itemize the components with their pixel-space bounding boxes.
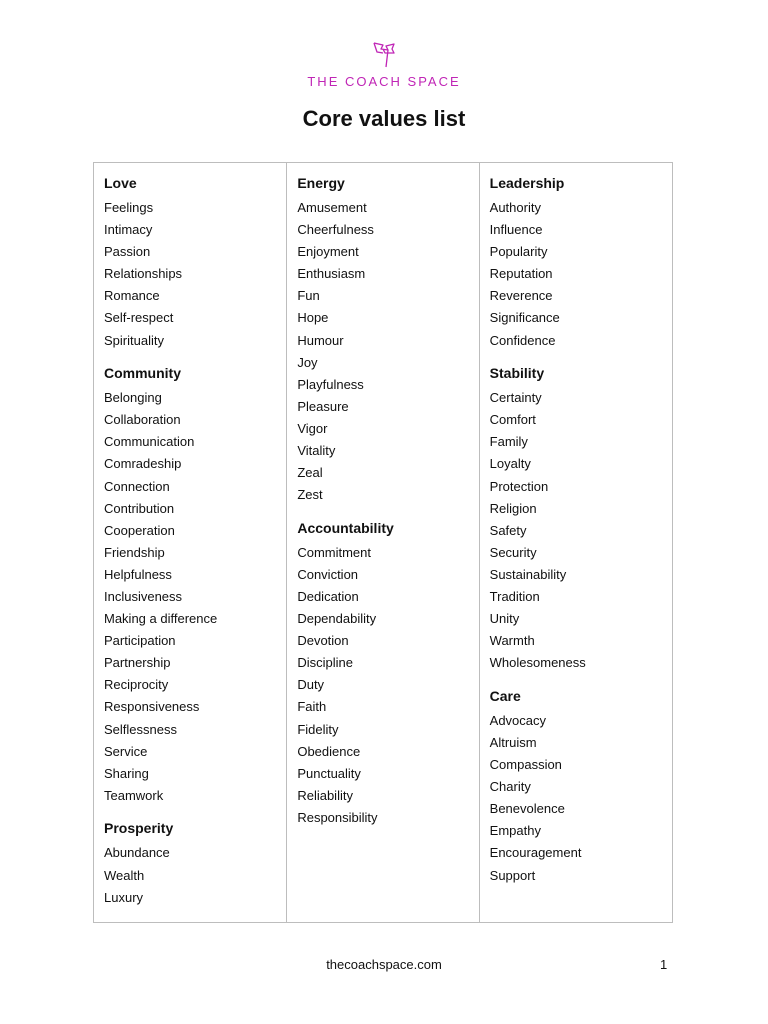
- value-item: Partnership: [104, 655, 171, 671]
- footer-url[interactable]: thecoachspace.com: [326, 957, 442, 972]
- value-item: Reliability: [297, 787, 353, 803]
- value-group: [490, 687, 672, 887]
- value-item: Vigor: [297, 420, 328, 436]
- page-number: 1: [660, 957, 668, 972]
- value-item: Luxury: [104, 889, 144, 905]
- value-item: Influence: [489, 222, 543, 238]
- value-item: Advocacy: [489, 712, 547, 728]
- group-title: Accountability: [297, 519, 394, 536]
- value-item: Enjoyment: [297, 244, 359, 260]
- value-group: [104, 819, 286, 908]
- value-item: Fun: [297, 288, 320, 304]
- values-column: [94, 163, 286, 922]
- value-item: Sharing: [104, 765, 149, 781]
- brand-logo: [0, 40, 768, 89]
- group-title: Love: [104, 175, 137, 191]
- value-item: Teamwork: [104, 787, 164, 803]
- value-item: Vitality: [297, 443, 336, 459]
- value-item: Cheerfulness: [297, 222, 374, 238]
- value-item: Empathy: [489, 823, 541, 839]
- group-title: Prosperity: [104, 820, 174, 837]
- value-item: Encouragement: [489, 845, 582, 861]
- value-item: Comradeship: [104, 456, 182, 472]
- value-item: Responsibility: [297, 809, 378, 825]
- value-item: Protection: [489, 478, 549, 494]
- value-item: Collaboration: [104, 412, 181, 428]
- value-item: Relationships: [104, 266, 183, 282]
- value-item: Compassion: [489, 757, 562, 773]
- value-item: Intimacy: [104, 222, 153, 238]
- value-item: Helpfulness: [104, 566, 172, 582]
- value-item: Inclusiveness: [104, 589, 183, 604]
- value-item: Romance: [104, 288, 160, 304]
- values-table: [93, 162, 673, 923]
- value-item: Dedication: [297, 589, 359, 604]
- value-item: Authority: [489, 200, 541, 215]
- value-item: Contribution: [104, 500, 175, 516]
- value-item: Wealth: [104, 867, 145, 883]
- value-group: [297, 519, 478, 829]
- value-item: Communication: [104, 434, 195, 450]
- value-item: Joy: [297, 354, 318, 370]
- value-item: Faith: [297, 699, 327, 715]
- value-item: Discipline: [297, 655, 353, 671]
- value-item: Certainty: [489, 390, 542, 406]
- value-item: Wholesomeness: [489, 655, 586, 671]
- value-item: Unity: [489, 611, 520, 627]
- values-column: [479, 163, 672, 922]
- group-title: Leadership: [489, 175, 565, 191]
- values-column: [286, 163, 478, 922]
- value-item: Passion: [104, 244, 151, 260]
- value-item: Significance: [489, 310, 560, 326]
- value-item: Belonging: [104, 390, 162, 406]
- value-item: Playfulness: [297, 376, 364, 392]
- value-item: Safety: [489, 522, 527, 538]
- value-item: Tradition: [489, 589, 540, 604]
- value-item: Cooperation: [104, 522, 175, 538]
- value-group: [490, 364, 672, 674]
- value-item: Zest: [297, 487, 323, 503]
- value-item: Participation: [104, 633, 176, 649]
- value-item: Spirituality: [104, 332, 164, 348]
- value-item: Connection: [104, 478, 170, 494]
- value-item: Devotion: [297, 633, 349, 649]
- value-item: Feelings: [104, 200, 154, 215]
- value-item: Enthusiasm: [297, 266, 366, 282]
- value-group: [104, 364, 286, 807]
- brand-name: THE COACH SPACE: [307, 74, 461, 89]
- value-item: Conviction: [297, 566, 359, 582]
- value-item: Commitment: [297, 544, 372, 560]
- group-title: Energy: [297, 175, 345, 191]
- value-item: Humour: [297, 332, 344, 348]
- value-item: Self-respect: [104, 310, 174, 326]
- value-item: Religion: [489, 500, 537, 516]
- value-item: Service: [104, 743, 148, 759]
- value-item: Warmth: [489, 633, 535, 649]
- document-title: Core values list: [302, 106, 466, 131]
- value-item: Loyalty: [489, 456, 531, 472]
- value-item: Obedience: [297, 743, 361, 759]
- value-item: Dependability: [297, 611, 377, 627]
- value-item: Amusement: [297, 200, 367, 215]
- value-item: Support: [489, 867, 536, 883]
- value-item: Pleasure: [297, 398, 349, 414]
- value-item: Reciprocity: [104, 677, 169, 693]
- value-item: Sustainability: [489, 566, 567, 582]
- value-group: [297, 174, 478, 506]
- group-title: Community: [104, 365, 181, 382]
- value-item: Hope: [297, 310, 329, 326]
- value-item: Family: [489, 434, 528, 450]
- value-group: [490, 174, 672, 352]
- value-item: Duty: [297, 677, 325, 693]
- value-item: Fidelity: [297, 721, 339, 737]
- value-item: Popularity: [489, 244, 548, 260]
- value-item: Security: [489, 544, 537, 560]
- value-item: Altruism: [489, 734, 537, 750]
- value-item: Friendship: [104, 544, 165, 560]
- flag-logo-icon: [371, 40, 397, 68]
- value-item: Making a difference: [104, 611, 218, 627]
- group-title: Care: [489, 687, 521, 704]
- value-item: Punctuality: [297, 765, 361, 781]
- value-item: Reverence: [489, 288, 553, 304]
- value-item: Abundance: [104, 845, 170, 861]
- value-item: Selflessness: [104, 721, 177, 737]
- value-item: Responsiveness: [104, 699, 200, 715]
- value-item: Comfort: [489, 412, 536, 428]
- value-item: Charity: [489, 779, 531, 795]
- value-group: [104, 174, 286, 352]
- group-title: Stability: [489, 365, 545, 382]
- value-item: Reputation: [489, 266, 553, 282]
- value-item: Benevolence: [489, 801, 565, 817]
- value-item: Confidence: [489, 332, 556, 348]
- value-item: Zeal: [297, 465, 323, 481]
